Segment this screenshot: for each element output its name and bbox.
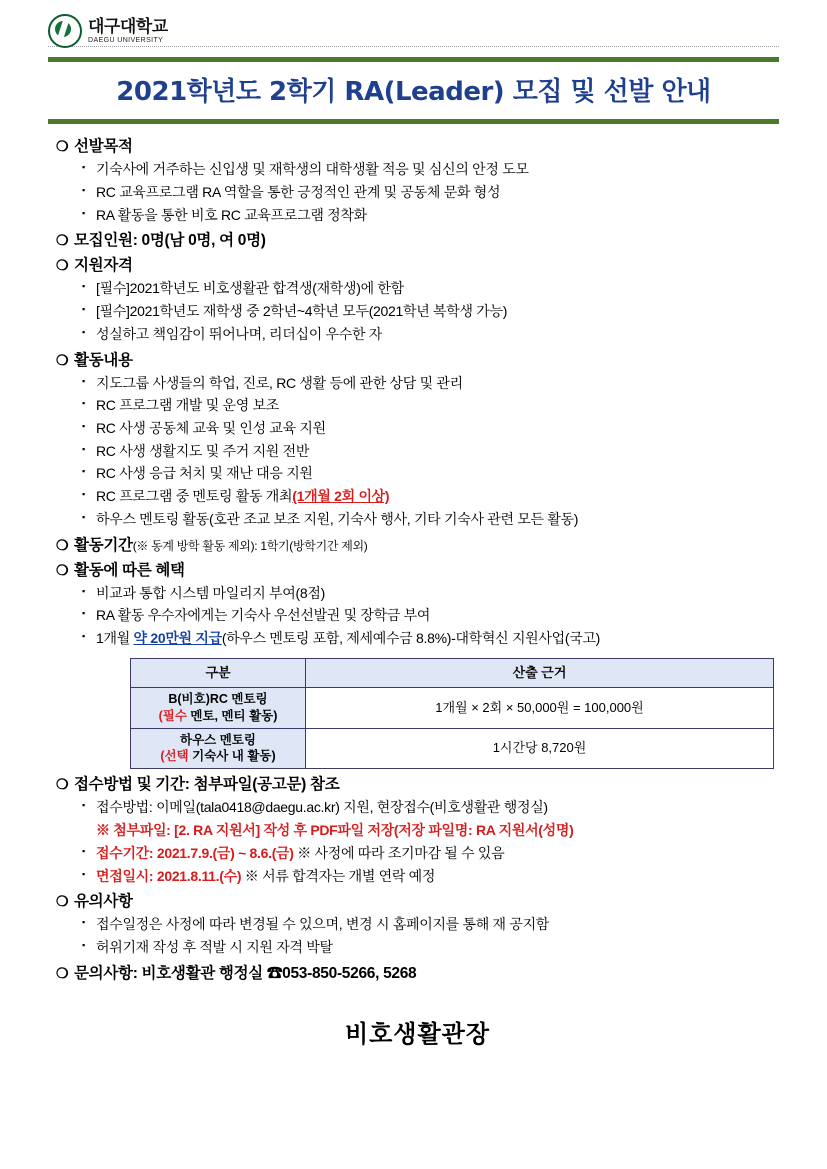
list-item-text: RA 활동 우수자에게는 기숙사 우선선발권 및 장학금 부여 xyxy=(96,607,431,624)
page-title: 2021학년도 2학기 RA(Leader) 모집 및 선발 안내 xyxy=(116,77,711,107)
contact-text: 문의사항: 비호생활관 행정실 ☎053-850-5266, 5268 xyxy=(74,964,417,982)
section-purpose xyxy=(56,137,779,226)
table-cell-value: 1개월 × 2회 × 50,000원 = 100,000원 xyxy=(306,687,774,728)
section-heading xyxy=(56,892,779,912)
list-item-text: RC 사생 응급 처치 및 재난 대응 지원 xyxy=(96,465,313,482)
circle-bullet-icon: ❍ xyxy=(56,232,69,249)
section-benefits xyxy=(56,561,779,650)
list-item xyxy=(82,463,779,485)
payment-suffix: (하우스 멘토링 포함, 제세예수금 8.8%)-대학혁신 지원사업(국고) xyxy=(221,630,601,647)
list-item-text: RC 프로그램 개발 및 운영 보조 xyxy=(96,397,280,414)
application-period-dates: 접수기간: 2021.7.9.(금) ~ 8.6.(금) xyxy=(96,844,294,861)
list-item-text xyxy=(96,628,779,650)
list-item xyxy=(82,373,779,395)
table-header-basis: 산출 근거 xyxy=(306,658,774,687)
logo-name-ko: 대구대학교 xyxy=(88,17,168,36)
table-cell-label-line1: 하우스 멘토링 xyxy=(180,732,256,747)
square-bullet-icon: ▪ xyxy=(82,940,85,951)
document-body xyxy=(0,124,827,1049)
interview-note: ※ 서류 합격자는 개별 연락 예정 xyxy=(244,867,436,884)
application-method: 접수방법: 이메일(tala0418@daegu.ac.kr) 지원, 현장접수(비호생활관 행정실) xyxy=(96,799,548,816)
table-row xyxy=(131,728,774,769)
circle-bullet-icon: ❍ xyxy=(56,138,69,154)
list-item xyxy=(82,418,779,440)
section-application xyxy=(56,775,779,887)
section-period xyxy=(56,536,779,556)
list-item-text: 기숙사에 거주하는 신입생 및 재학생의 대학생활 적응 및 심신의 안정 도모 xyxy=(96,161,529,178)
table-cell-value: 1시간당 8,720원 xyxy=(306,728,774,769)
list-item-text: RC 사생 생활지도 및 주거 지원 전반 xyxy=(96,442,310,459)
circle-bullet-icon: ❍ xyxy=(56,964,69,981)
circle-bullet-icon: ❍ xyxy=(56,257,69,274)
square-bullet-icon: ▪ xyxy=(82,511,85,522)
circle-bullet-icon: ❍ xyxy=(56,776,69,793)
period-label: 활동기간 xyxy=(74,536,133,554)
table-header-row xyxy=(131,658,774,687)
section-heading-text: 선발목적 xyxy=(74,138,133,155)
circle-bullet-icon: ❍ xyxy=(56,351,69,368)
section-heading xyxy=(56,536,779,556)
section-heading-text: 접수방법 및 기간: 첨부파일(공고문) 참조 xyxy=(74,776,340,794)
eligibility-list xyxy=(82,278,779,345)
notice-list xyxy=(82,914,779,958)
list-item xyxy=(82,583,779,605)
table-cell-label xyxy=(131,728,306,769)
section-heading-text xyxy=(74,536,367,556)
square-bullet-icon: ▪ xyxy=(82,608,85,619)
list-item xyxy=(82,278,779,300)
mentoring-frequency: (1개월 2회 이상) xyxy=(292,488,390,505)
square-bullet-icon: ▪ xyxy=(82,800,85,811)
list-item-text: [필수]2021학년도 비호생활관 합격생(재학생)에 한함 xyxy=(96,280,404,297)
signature-line: 비호생활관장 xyxy=(344,1019,491,1048)
list-item xyxy=(82,797,779,819)
section-heading-text: 모집인원: 0명(남 0명, 여 0명) xyxy=(74,232,266,250)
square-bullet-icon: ▪ xyxy=(82,398,85,409)
list-item-text: 지도그룹 사생들의 학업, 진로, RC 생활 등에 관한 상담 및 관리 xyxy=(96,374,463,391)
square-bullet-icon: ▪ xyxy=(82,162,85,173)
list-item xyxy=(82,159,779,181)
list-item xyxy=(82,182,779,204)
table-cell-label-line2 xyxy=(135,748,301,765)
application-period-note: ※ 사정에 따라 조기마감 될 수 있음 xyxy=(297,844,505,861)
square-bullet-icon: ▪ xyxy=(82,845,85,856)
list-item-text: 성실하고 책임감이 뛰어나며, 리더십이 우수한 자 xyxy=(96,325,383,342)
application-list xyxy=(82,797,779,887)
list-item xyxy=(82,395,779,417)
list-item-text: [필수]2021학년도 재학생 중 2학년~4학년 모두(2021학년 복학생 가능) xyxy=(96,303,508,320)
section-heading xyxy=(56,351,779,371)
square-bullet-icon: ▪ xyxy=(82,443,85,454)
section-heading-text: 지원자격 xyxy=(74,257,133,275)
list-item-text: RA 활동을 통한 비호 RC 교육프로그램 정착화 xyxy=(96,206,367,223)
list-item xyxy=(82,843,779,865)
list-item-mentoring xyxy=(82,486,779,508)
list-item xyxy=(82,866,779,888)
circle-bullet-icon: ❍ xyxy=(56,561,69,578)
logo-name-en: DAEGU UNIVERSITY xyxy=(88,37,164,44)
section-eligibility xyxy=(56,256,779,345)
calculation-table-wrap xyxy=(130,658,779,770)
square-bullet-icon: ▪ xyxy=(82,868,85,879)
square-bullet-icon: ▪ xyxy=(82,375,85,386)
title-banner xyxy=(48,57,779,124)
header-divider xyxy=(48,46,779,47)
interview-date-value: 면접일시: 2021.8.11.(수) xyxy=(96,867,242,884)
payment-amount: 약 20만원 지급 xyxy=(133,630,222,647)
payment-prefix: 1개월 xyxy=(96,630,134,647)
list-item-text: 접수일정은 사정에 따라 변경될 수 있으며, 변경 시 홈페이지를 통해 재 공지함 xyxy=(96,916,550,933)
list-item-text: RC 교육프로그램 RA 역할을 통한 긍정적인 관계 및 공동체 문화 형성 xyxy=(96,183,501,200)
square-bullet-icon: ▪ xyxy=(82,184,85,195)
section-heading-text: 활동에 따른 혜택 xyxy=(74,561,185,579)
calculation-table xyxy=(130,658,774,770)
required-tag: (필수 xyxy=(158,708,187,723)
table-cell-label xyxy=(131,687,306,728)
list-item-text: 허위기재 작성 후 적발 시 지원 자격 박탈 xyxy=(96,939,333,956)
section-headcount xyxy=(56,231,779,251)
square-bullet-icon: ▪ xyxy=(82,585,85,596)
circle-bullet-icon: ❍ xyxy=(56,536,69,553)
square-bullet-icon: ▪ xyxy=(82,489,85,500)
square-bullet-icon: ▪ xyxy=(82,466,85,477)
section-heading xyxy=(56,561,779,581)
list-item xyxy=(82,509,779,531)
table-cell-label-rest: 기숙사 내 활동) xyxy=(188,749,276,764)
section-contact xyxy=(56,964,779,984)
section-heading xyxy=(56,231,779,251)
list-item xyxy=(82,914,779,936)
list-item xyxy=(82,605,779,627)
mentoring-text: RC 프로그램 중 멘토링 활동 개최 xyxy=(96,488,293,505)
list-item-text: RC 사생 공동체 교육 및 인성 교육 지원 xyxy=(96,420,326,437)
section-notice xyxy=(56,892,779,959)
section-heading xyxy=(56,256,779,276)
table-cell-label-rest: 멘토, 멘티 활동) xyxy=(186,708,278,723)
square-bullet-icon: ▪ xyxy=(82,917,85,928)
list-item xyxy=(82,441,779,463)
table-cell-label-line2 xyxy=(135,708,301,725)
purpose-list xyxy=(82,159,779,226)
list-item xyxy=(82,301,779,323)
square-bullet-icon: ▪ xyxy=(82,326,85,337)
square-bullet-icon: ▪ xyxy=(82,631,85,642)
period-note: (※ 동계 방학 활동 제외): 1학기(방학기간 제외) xyxy=(132,538,368,553)
list-item-text: 비교과 통합 시스템 마일리지 부여(8점) xyxy=(96,584,325,601)
application-period xyxy=(96,843,779,865)
square-bullet-icon: ▪ xyxy=(82,207,85,218)
logo-text xyxy=(88,18,168,44)
university-emblem-icon xyxy=(48,14,82,48)
section-heading xyxy=(56,775,779,795)
square-bullet-icon: ▪ xyxy=(82,281,85,292)
section-heading xyxy=(56,964,779,984)
circle-bullet-icon: ❍ xyxy=(56,893,69,910)
section-heading xyxy=(56,137,779,157)
benefits-list xyxy=(82,583,779,650)
section-activities xyxy=(56,351,779,531)
list-item-payment xyxy=(82,628,779,650)
square-bullet-icon: ▪ xyxy=(82,304,85,315)
activities-list xyxy=(82,373,779,531)
square-bullet-icon: ▪ xyxy=(82,421,85,432)
table-row xyxy=(131,687,774,728)
application-attachment: ※ 첨부파일: [2. RA 지원서] 작성 후 PDF파일 저장(저장 파일명: RA 지원서(성명) xyxy=(96,822,574,839)
optional-tag: (선택 xyxy=(160,749,189,764)
list-item xyxy=(82,205,779,227)
list-item-text xyxy=(96,486,779,508)
university-logo xyxy=(0,0,827,44)
table-cell-label-line1: B(비호)RC 멘토링 xyxy=(168,691,268,706)
list-item-text: 하우스 멘토링 활동(호관 조교 보조 지원, 기숙사 행사, 기타 기숙사 관련 모든 활동) xyxy=(96,510,579,527)
table-header-category: 구분 xyxy=(131,658,306,687)
interview-date xyxy=(96,866,779,888)
section-heading-text: 활동내용 xyxy=(74,351,133,369)
list-item xyxy=(82,820,779,842)
list-item xyxy=(82,937,779,959)
section-heading-text: 유의사항 xyxy=(74,893,133,911)
list-item xyxy=(82,324,779,346)
